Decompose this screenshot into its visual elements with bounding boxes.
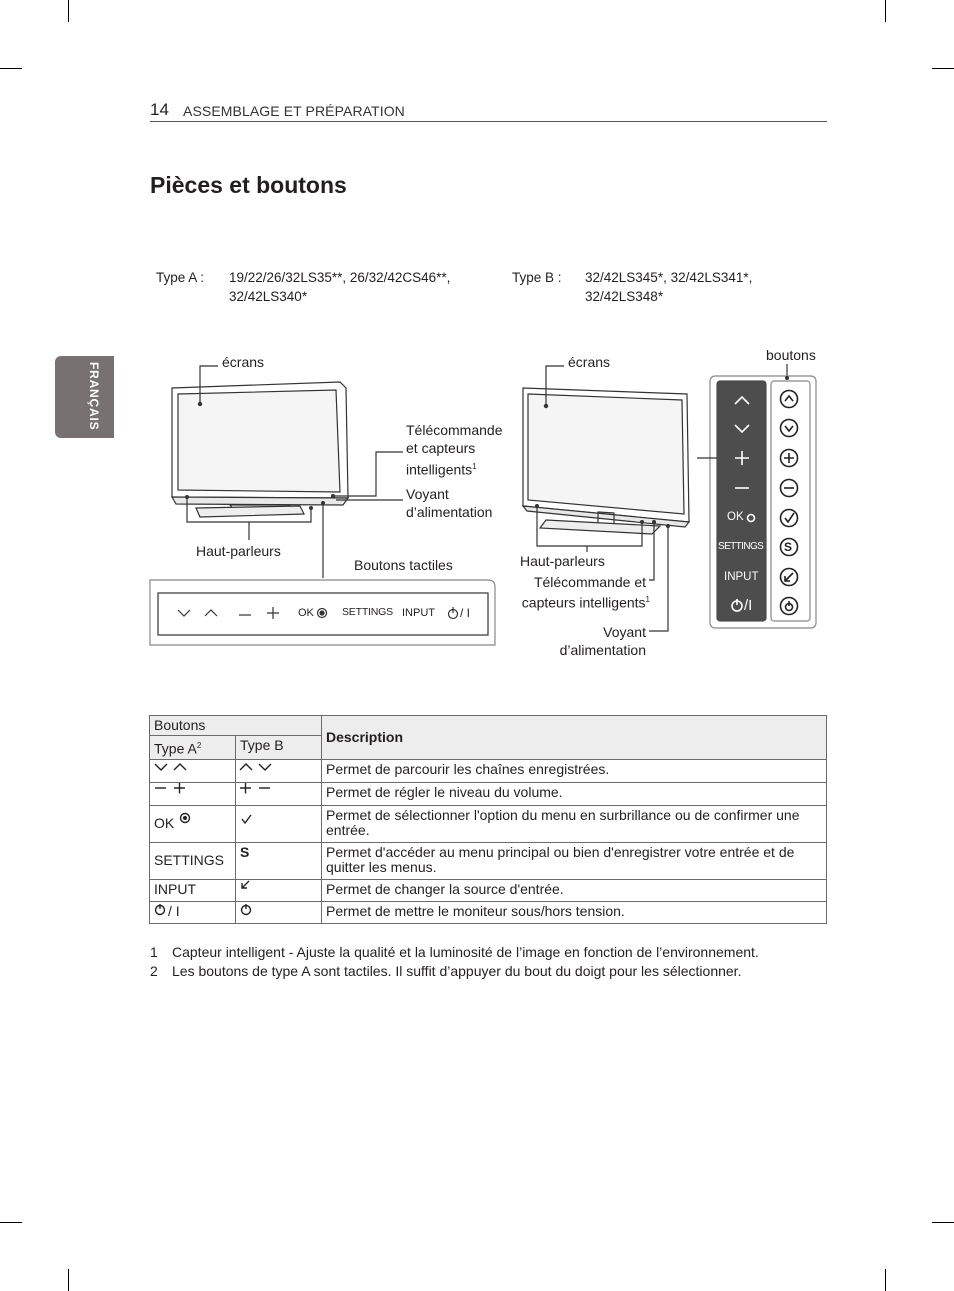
label-remote-b-1: Télécommande et (533, 574, 646, 590)
table-header-type-b: Type B (236, 736, 322, 760)
cell-description: Permet de parcourir les chaînes enregistrées. (322, 759, 827, 782)
footnote-text: Les boutons de type A sont tactiles. Il suffit d’appuyer du bout du doigt pour les sélectionner. (172, 963, 742, 979)
cell-type-b (236, 805, 322, 842)
label-remote-a-1: Télécommande (406, 422, 503, 438)
label-remote-b-2: capteurs intelligents$^1$ (521, 594, 650, 611)
panel-a-ok: OK (298, 607, 314, 619)
section-title: ASSEMBLAGE ET PRÉPARATION (183, 103, 405, 119)
type-a-models-line2: 32/42LS340* (229, 289, 308, 304)
table-header-buttons: Boutons (150, 716, 322, 736)
cell-type-b (236, 782, 322, 805)
table-header-type-a: Type $A^2$ (150, 736, 236, 760)
type-b-label: Type B : (512, 270, 562, 285)
label-power-b-2: d’alimentation (559, 642, 646, 658)
language-tab-label: FRANÇAIS (87, 362, 101, 431)
cell-type-a: SETTINGS (150, 842, 236, 879)
label-remote-a-2: et capteurs (406, 440, 476, 456)
cell-description: Permet de sélectionner l'option du menu en surbrillance ou de confirmer une entrée. (322, 805, 827, 842)
label-power-b-1: Voyant (603, 624, 646, 640)
page-title: Pièces et boutons (150, 172, 347, 198)
table-row (150, 842, 827, 879)
cell-description: Permet de changer la source d'entrée. (322, 879, 827, 901)
table-row (150, 805, 827, 842)
type-b-models-line1: 32/42LS345*, 32/42LS341*, (585, 270, 753, 285)
cell-description: Permet de régler le niveau du volume. (322, 782, 827, 805)
label-power-a-1: Voyant (406, 486, 449, 502)
label-power-a-2: d’alimentation (406, 504, 493, 520)
cell-description: Permet de mettre le moniteur sous/hors tension. (322, 901, 827, 923)
panel-a-input: INPUT (402, 607, 435, 619)
type-a-models-line1: 19/22/26/32LS35**, 26/32/42CS46**, (229, 270, 451, 285)
label-speakers-a: Haut-parleurs (196, 543, 281, 559)
table-row (150, 879, 827, 901)
cell-type-a: INPUT (150, 879, 236, 901)
label-remote-a-3: intelligents$^1$ (406, 461, 477, 478)
panel-b-s-button: S (784, 540, 793, 554)
table-row (150, 782, 827, 805)
label-screen-a: écrans (222, 354, 265, 370)
cell-type-b (236, 879, 322, 901)
panel-b-ok: OK (727, 511, 744, 523)
buttons-table (149, 715, 827, 924)
panel-b-settings: SETTINGS (718, 541, 764, 552)
cell-type-a (150, 782, 236, 805)
cell-type-a: OK (150, 805, 236, 842)
footnote-number: 1 (150, 944, 158, 960)
panel-a-power: / I (460, 606, 471, 620)
cell-type-a: / I (150, 901, 236, 923)
cell-type-b (236, 759, 322, 782)
cell-type-b: S (236, 842, 322, 879)
footnote-text: Capteur intelligent - Ajuste la qualité et la luminosité de l’image en fonction de l’environnement. (172, 944, 759, 960)
panel-b-power: /I (744, 597, 753, 614)
cell-type-a (150, 759, 236, 782)
table-header-description: Description (322, 716, 827, 760)
page-number: 14 (150, 100, 169, 119)
panel-a-settings: SETTINGS (342, 606, 393, 618)
footnote-number: 2 (150, 963, 158, 979)
type-a-label: Type A : (156, 270, 205, 285)
label-speakers-b: Haut-parleurs (520, 553, 605, 569)
panel-b-input: INPUT (724, 571, 759, 583)
label-buttons-b: boutons (766, 347, 816, 363)
table-row (150, 759, 827, 782)
table-row (150, 901, 827, 923)
cell-description: Permet d'accéder au menu principal ou bien d'enregistrer votre entrée et de quitter les menus. (322, 842, 827, 879)
cell-type-b (236, 901, 322, 923)
type-b-models-line2: 32/42LS348* (585, 289, 664, 304)
label-screen-b: écrans (568, 354, 611, 370)
label-touch-buttons: Boutons tactiles (354, 557, 453, 573)
